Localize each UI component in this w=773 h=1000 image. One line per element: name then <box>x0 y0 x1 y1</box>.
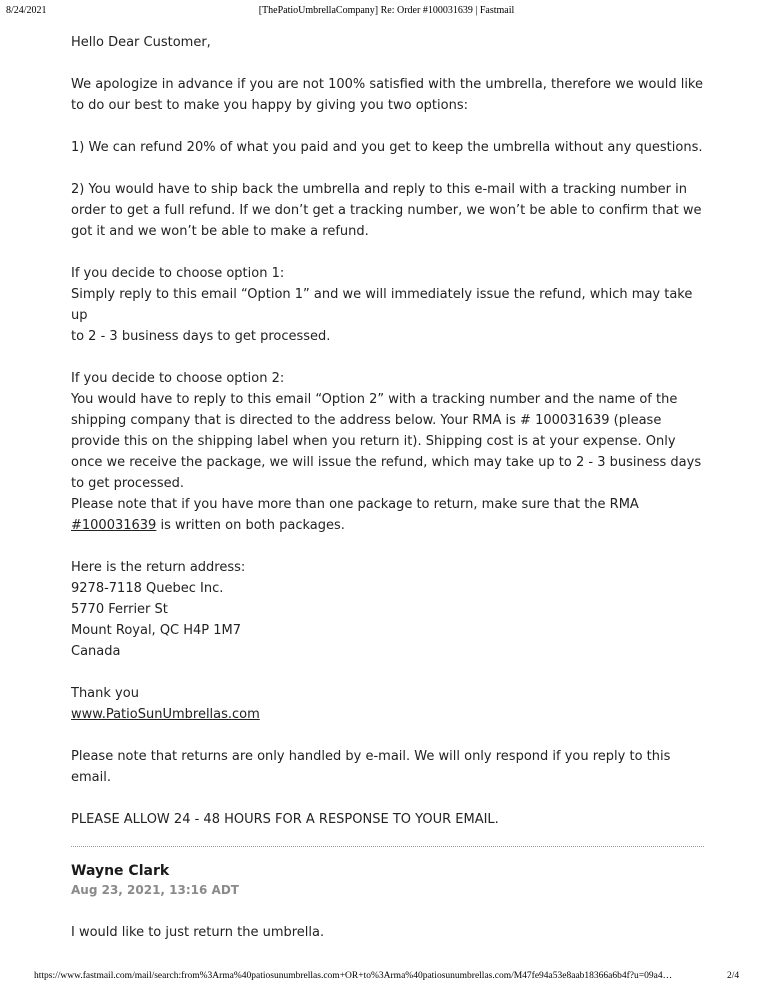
rma-number-link[interactable]: #100031639 <box>71 518 157 533</box>
print-footer <box>0 968 773 988</box>
reply-timestamp: Aug 23, 2021, 13:16 ADT <box>71 883 239 897</box>
address-line: Canada <box>71 644 121 659</box>
option-1-paragraph: 1) We can refund 20% of what you paid and you get to keep the umbrella without any questions. <box>71 140 703 155</box>
reply-message <box>71 862 711 943</box>
rma-suffix: is written on both packages. <box>156 518 345 533</box>
choose-option-2-paragraph: If you decide to choose option 2: You would have to reply to this email “Option 2” with a tracking number and the name of the shipping company that is directed to the address below. Your RMA is # 100031639 (please provide this on the shipping label when you return it). Shipping cost is at your expense. Only once we receive the package, we will issue the refund, which may take up to 2 - 3 business days to get processed. Please note that if you have more than one package to return, make sure that the RMA <box>71 371 702 512</box>
greeting: Hello Dear Customer, <box>71 35 211 50</box>
address-line: 9278-7118 Quebec Inc. <box>71 581 224 596</box>
print-date: 8/24/2021 <box>6 5 47 16</box>
website-line <box>71 704 711 725</box>
reply-body: I would like to just return the umbrella. <box>71 925 325 940</box>
option-2-paragraph: 2) You would have to ship back the umbrella and reply to this e-mail with a tracking number in order to get a full refund. If we don’t get a tracking number, we won’t be able to confirm that we got it and we won’t be able to make a refund. <box>71 182 702 239</box>
returns-note: Please note that returns are only handled by e-mail. We will only respond if you reply to this email. <box>71 749 671 785</box>
address-line: Mount Royal, QC H4P 1M7 <box>71 623 242 638</box>
address-heading: Here is the return address: <box>71 560 246 575</box>
print-url: https://www.fastmail.com/mail/search:from%3Arma%40patiosunumbrellas.com+OR+to%3Arma%40patiosunumbrellas.com/M47fe94a53e8aab18366a6b4f?u=09a4… <box>34 971 673 981</box>
rma-line <box>71 515 711 536</box>
response-time-note: PLEASE ALLOW 24 - 48 HOURS FOR A RESPONSE TO YOUR EMAIL. <box>71 812 499 827</box>
thank-you: Thank you <box>71 686 139 701</box>
message-divider <box>71 846 704 847</box>
address-line: 5770 Ferrier St <box>71 602 168 617</box>
print-header <box>0 0 773 22</box>
intro-paragraph: We apologize in advance if you are not 100% satisfied with the umbrella, therefore we would like to do our best to make you happy by giving you two options: <box>71 77 703 113</box>
page-number: 2/4 <box>727 971 740 981</box>
website-link[interactable]: www.PatioSunUmbrellas.com <box>71 707 260 722</box>
reply-sender[interactable]: Wayne Clark <box>71 863 170 879</box>
choose-option-1-paragraph: If you decide to choose option 1: Simply reply to this email “Option 1” and we will immediately issue the refund, which may take up to 2 - 3 business days to get processed. <box>71 266 693 344</box>
email-body <box>71 32 711 851</box>
print-title: [ThePatioUmbrellaCompany] Re: Order #100031639 | Fastmail <box>258 5 515 16</box>
